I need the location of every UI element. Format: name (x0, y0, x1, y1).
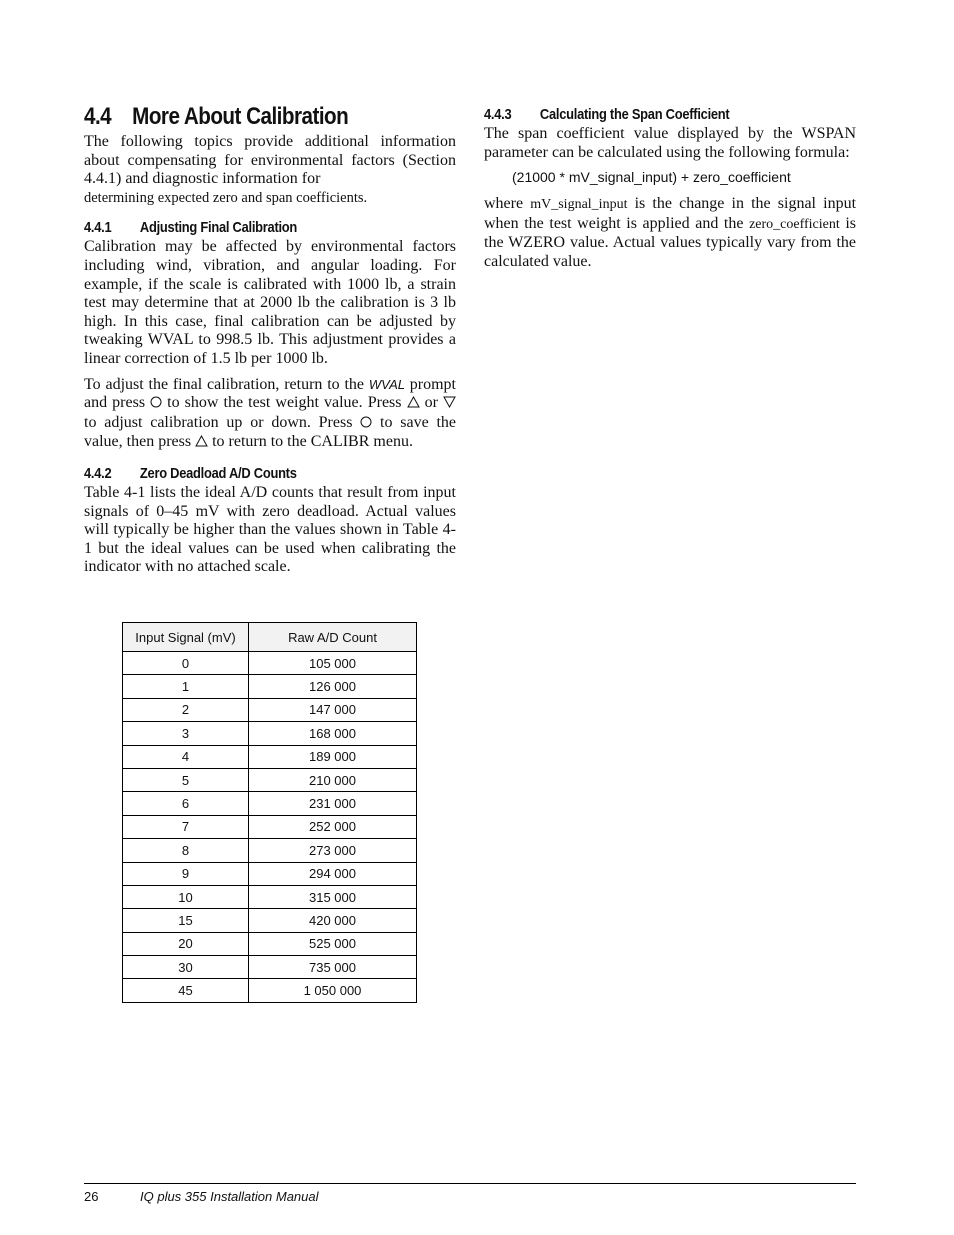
input-signal-cell: 30 (123, 956, 249, 979)
input-signal-cell: 1 (123, 675, 249, 698)
triangle-up-key-icon (195, 434, 208, 453)
table-row (123, 792, 417, 815)
wval-prompt: WVAL (368, 376, 405, 392)
table-row (123, 885, 417, 908)
procedure-text: to adjust calibration up or down. Press (84, 413, 353, 431)
input-signal-cell: 2 (123, 698, 249, 721)
input-signal-cell: 5 (123, 768, 249, 791)
subsection-title: Zero Deadload A/D Counts (139, 464, 297, 482)
raw-count-cell: 105 000 (249, 652, 417, 675)
subsection-heading-4-4-2 (84, 465, 404, 482)
table-row (123, 722, 417, 745)
subsection-heading-4-4-3 (484, 106, 804, 123)
input-signal-cell: 4 (123, 745, 249, 768)
procedure-text: to save the value, then press (84, 413, 457, 451)
table-row (123, 862, 417, 885)
circle-key-icon (360, 415, 372, 434)
manual-title: IQ plus 355 Installation Manual (140, 1189, 319, 1204)
table-row (123, 932, 417, 955)
subsection-heading-4-4-1 (84, 219, 404, 236)
raw-count-cell: 294 000 (249, 862, 417, 885)
variable-name: mV_signal_input (530, 197, 628, 213)
input-signal-cell: 3 (123, 722, 249, 745)
input-signal-cell: 45 (123, 979, 249, 1002)
raw-count-cell: 210 000 (249, 768, 417, 791)
input-signal-cell: 6 (123, 792, 249, 815)
section-number: 4.4 (84, 103, 112, 130)
table-body (123, 652, 417, 1003)
deadload-paragraph: Table 4-1 lists the ideal A/D counts that result from input signals of 0–45 mV with zero deadload. Actual values will typically be higher than the values shown in Table 4-1 but the ideal values can be used when calibrating the indicator with no attached scale. (84, 483, 456, 576)
raw-count-cell: 189 000 (249, 745, 417, 768)
procedure-text: To adjust the final calibration, return to the (84, 375, 365, 393)
table-row (123, 745, 417, 768)
variable-name: zero_coefficient (749, 216, 840, 232)
table-row (123, 979, 417, 1002)
section-heading (84, 103, 404, 131)
column-header: Input Signal (mV) (123, 623, 249, 652)
input-signal-cell: 15 (123, 909, 249, 932)
table-row (123, 698, 417, 721)
input-signal-cell: 0 (123, 652, 249, 675)
raw-count-cell: 252 000 (249, 815, 417, 838)
triangle-up-key-icon (407, 395, 420, 414)
procedure-text: prompt and press (84, 375, 456, 412)
subsection-title: Adjusting Final Calibration (139, 219, 298, 237)
subsection-number: 4.4.2 (84, 464, 112, 482)
raw-count-cell: 420 000 (249, 909, 417, 932)
input-signal-cell: 7 (123, 815, 249, 838)
subsection-number: 4.4.1 (84, 219, 112, 237)
input-signal-cell: 20 (123, 932, 249, 955)
subsection-number: 4.4.3 (484, 106, 512, 123)
table-row (123, 956, 417, 979)
table-row (123, 839, 417, 862)
raw-count-cell: 735 000 (249, 956, 417, 979)
input-signal-cell: 10 (123, 885, 249, 908)
span-formula: (21000 * mV_signal_input) + zero_coefficient (512, 169, 791, 186)
ad-counts-table (122, 622, 417, 1003)
procedure-text: or (424, 394, 438, 412)
intro-paragraph: The following topics provide additional information about compensating for environmental factors (Section 4.4.1) and diagnostic information for (84, 133, 456, 188)
raw-count-cell: 525 000 (249, 932, 417, 955)
triangle-down-key-icon (443, 395, 456, 414)
explanation-text: is the change in the signal input when the test weight is applied and the (484, 195, 857, 232)
adjust-procedure-paragraph (84, 376, 456, 453)
raw-count-cell: 147 000 (249, 698, 417, 721)
explanation-text: where (484, 195, 524, 213)
formula-explanation-paragraph (484, 195, 856, 271)
table-row (123, 768, 417, 791)
procedure-text: to show the test weight value. Press (167, 394, 402, 412)
table-row (123, 652, 417, 675)
raw-count-cell: 126 000 (249, 675, 417, 698)
raw-count-cell: 315 000 (249, 885, 417, 908)
left-column (84, 100, 456, 584)
table-header-row (123, 623, 417, 652)
footer-divider (84, 1183, 856, 1184)
input-signal-cell: 8 (123, 839, 249, 862)
page-number: 26 (84, 1189, 99, 1204)
span-coefficient-paragraph: The span coefficient value displayed by the WSPAN parameter can be calculated using the following formula: (484, 125, 856, 161)
right-column (484, 100, 856, 279)
explanation-text: is the WZERO value. Actual values typically vary from the calculated value. (484, 214, 857, 270)
circle-key-icon (150, 395, 162, 414)
final-calibration-paragraph: Calibration may be affected by environmental factors including wind, vibration, and angular loading. For example, if the scale is calibrated with 1000 lb, a strain test may determine that at 2000 lb the calibration is 3 lb high. In this case, final calibration can be adjusted by tweaking WVAL to 998.5 lb. This adjustment provides a linear correction of 1.5 lb per 1000 lb. (84, 238, 456, 367)
column-header: Raw A/D Count (249, 623, 417, 652)
input-signal-cell: 9 (123, 862, 249, 885)
subsection-title: Calculating the Span Coefficient (539, 106, 730, 123)
raw-count-cell: 168 000 (249, 722, 417, 745)
section-title: More About Calibration (132, 103, 349, 130)
raw-count-cell: 231 000 (249, 792, 417, 815)
table-row (123, 909, 417, 932)
procedure-text: to return to the CALIBR menu. (212, 433, 413, 451)
raw-count-cell: 273 000 (249, 839, 417, 862)
table-row (123, 675, 417, 698)
raw-count-cell: 1 050 000 (249, 979, 417, 1002)
table-row (123, 815, 417, 838)
intro-paragraph-tail: determining expected zero and span coefficients. (84, 189, 368, 206)
